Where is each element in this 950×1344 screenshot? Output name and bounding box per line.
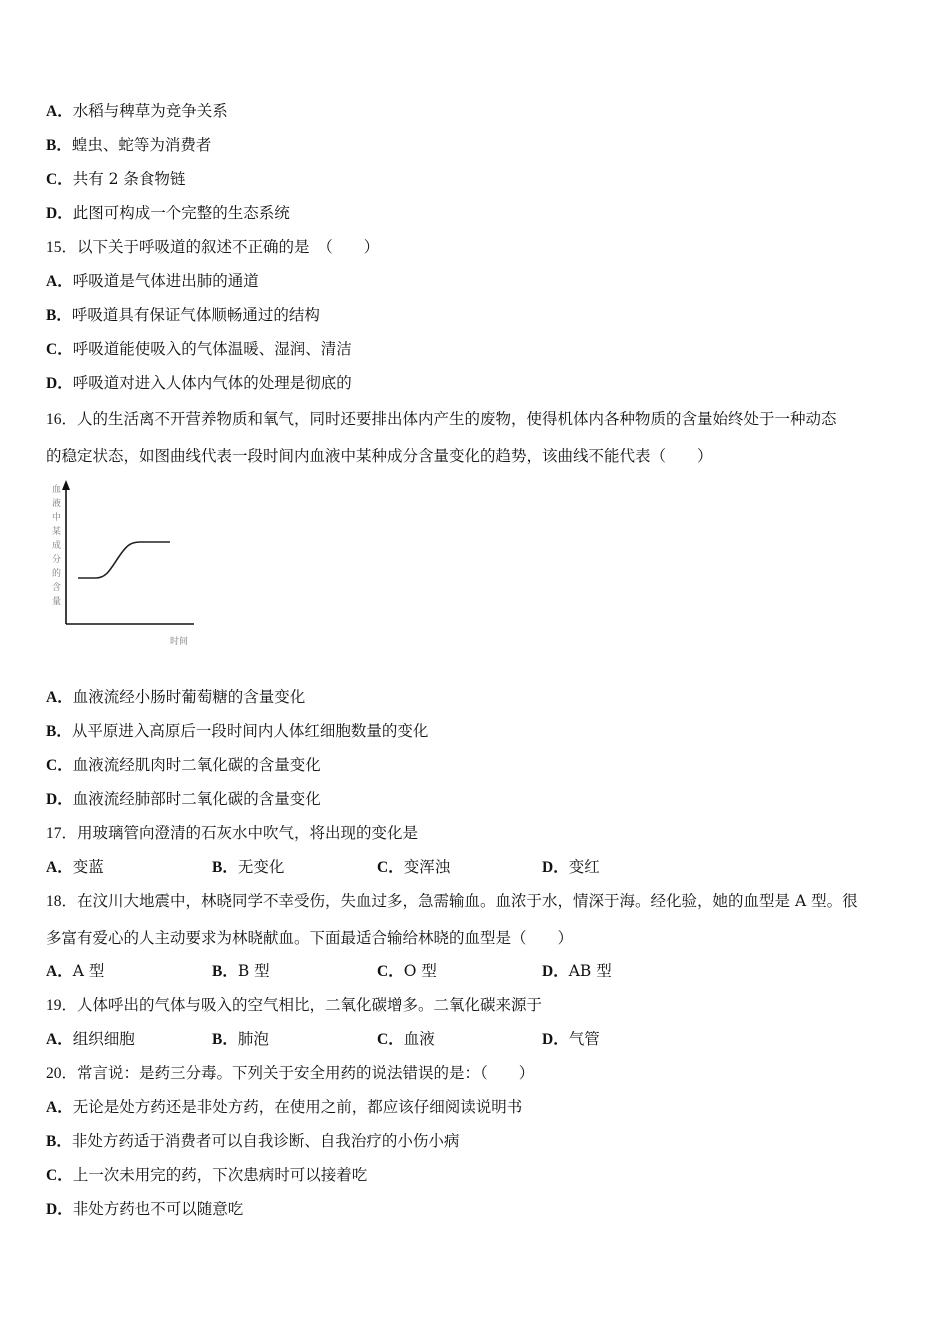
q18-option-b: B．B 型 [212,962,270,980]
q20-option-b: B．非处方药适于消费者可以自我诊断、自我治疗的小伤小病 [46,1132,460,1150]
q16-graph [44,478,214,653]
q17-option-c: C．变浑浊 [377,858,451,876]
q14-option-a: A．水稻与稗草为竞争关系 [46,102,228,120]
q19-option-d: D．气管 [542,1030,600,1048]
graph-curve [78,542,170,578]
q14-option-b: B．蝗虫、蛇等为消费者 [46,136,212,154]
q19-option-c: C．血液 [377,1030,435,1048]
q16-option-c: C．血液流经肌肉时二氧化碳的含量变化 [46,756,321,774]
q17-option-b: B．无变化 [212,858,285,876]
q18-option-a: A．A 型 [46,962,105,980]
q20-option-c: C．上一次未用完的药，下次患病时可以接着吃 [46,1166,368,1184]
q18-option-d: D．AB 型 [542,962,612,980]
q15-option-c: C．呼吸道能使吸入的气体温暖、湿润、清洁 [46,340,352,358]
q20-option-a: A．无论是处方药还是非处方药，在使用之前，都应该仔细阅读说明书 [46,1098,523,1116]
q19-option-b: B．肺泡 [212,1030,269,1048]
q16-option-b: B．从平原进入高原后一段时间内人体红细胞数量的变化 [46,722,429,740]
q16-option-a: A．血液流经小肠时葡萄糖的含量变化 [46,688,306,706]
q19-stem: 19．人体呼出的气体与吸入的空气相比，二氧化碳增多。二氧化碳来源于 [46,996,543,1014]
graph-x-label: 时间 [170,637,189,647]
q16-stem-line1: 16．人的生活离不开营养物质和氧气，同时还要排出体内产生的废物，使得机体内各种物质的含量始终处于一种动态 [46,410,837,428]
q15-option-a: A．呼吸道是气体进出肺的通道 [46,272,259,290]
q15-option-b: B．呼吸道具有保证气体顺畅通过的结构 [46,306,320,324]
q15-stem: 15．以下关于呼吸道的叙述不正确的是 （ ） [46,238,380,256]
q16-stem-line2: 的稳定状态，如图曲线代表一段时间内血液中某种成分含量变化的趋势，该曲线不能代表（ ） [46,447,713,465]
q15-option-d: D．呼吸道对进入人体内气体的处理是彻底的 [46,374,352,392]
q19-option-a: A．组织细胞 [46,1030,135,1048]
q18-stem-line2: 多富有爱心的人主动要求为林晓献血。下面最适合输给林晓的血型是（ ） [46,929,574,947]
graph-y-label: 血液中某成分的含量 [52,485,62,607]
q18-option-c: C．O 型 [377,962,437,980]
q16-option-d: D．血液流经肺部时二氧化碳的含量变化 [46,790,321,808]
q20-stem: 20．常言说：是药三分毒。下列关于安全用药的说法错误的是：（ ） [46,1064,535,1082]
graph-y-arrow [62,480,70,490]
q17-option-d: D．变红 [542,858,600,876]
q14-option-c: C．共有 2 条食物链 [46,170,186,188]
q17-stem: 17．用玻璃管向澄清的石灰水中吹气，将出现的变化是 [46,824,419,842]
q14-option-d: D．此图可构成一个完整的生态系统 [46,204,290,222]
q17-option-a: A．变蓝 [46,858,104,876]
q20-option-d: D．非处方药也不可以随意吃 [46,1200,244,1218]
q18-stem-line1: 18．在汶川大地震中，林晓同学不幸受伤，失血过多，急需输血。血浓于水，情深于海。经化验，她的血型是 A 型。很 [46,892,858,910]
